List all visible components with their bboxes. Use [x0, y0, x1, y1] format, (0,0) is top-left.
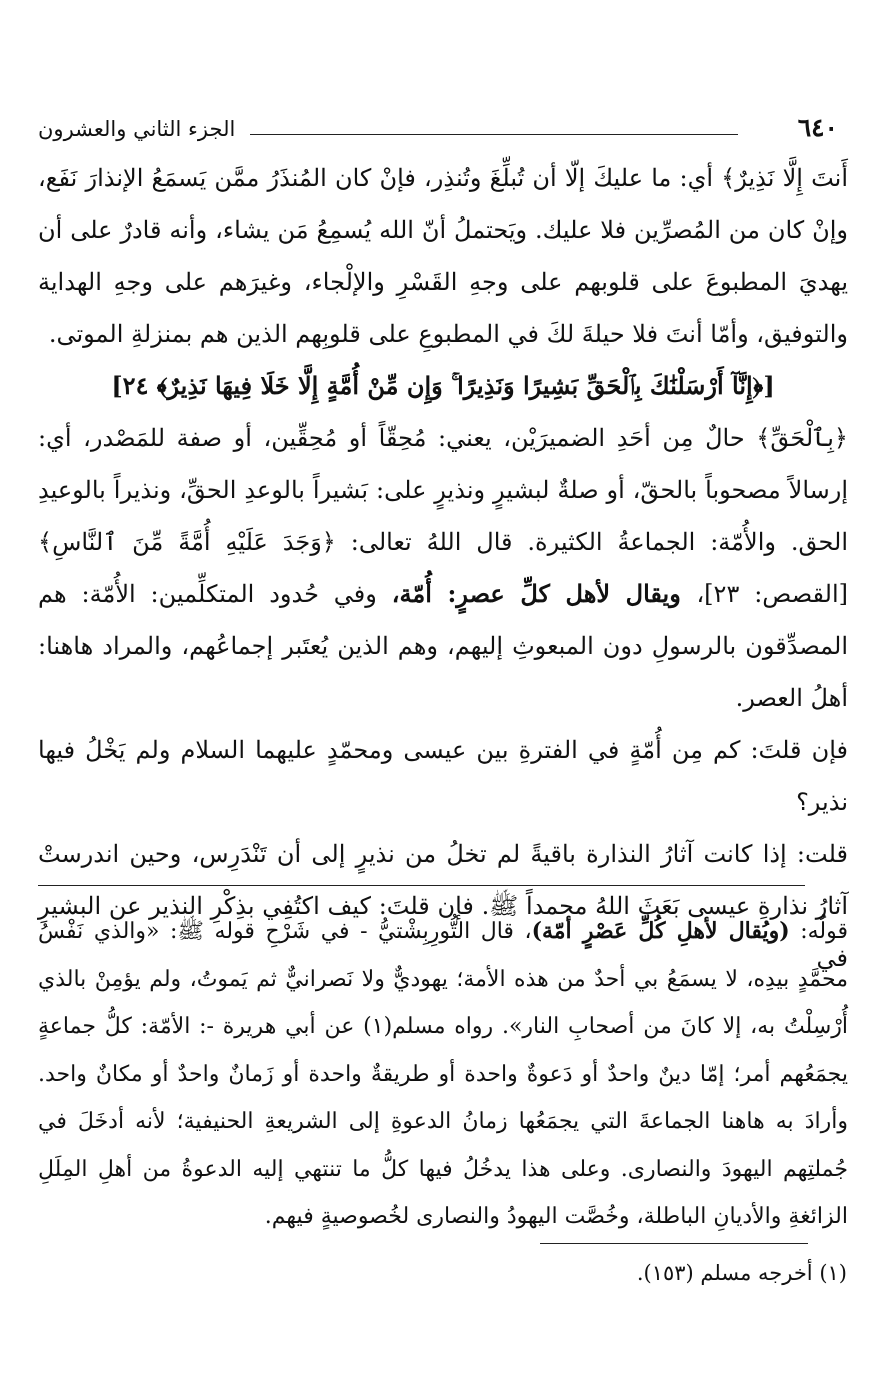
- main-text: [38, 152, 848, 984]
- page-header: [38, 112, 838, 146]
- commentary-text: ، قال التُّورِبِشْتيُّ - في شَرْحِ قوله ﷺ: «والذي نَفْسُ محمَّدٍ بيدِه، لا يسمَعُ بي أحدٌ من هذه الأمة؛ يهوديٌّ ولا نَصرانيٌّ ثم يَموتُ، ولم يؤمِنْ بالذي أُرْسِلْتُ به، إلا كانَ من أصحابِ النار». رواه مسلم(١) عن أبي هريرة -: الأمّة: كلُّ جماعةٍ يجمَعُهم أمر؛ إمّا دينٌ واحدٌ أو دَعوةٌ واحدة أو طريقةٌ واحدة أو زَمانٌ واحدٌ أو مكانٌ واحد. وأرادَ به هاهنا الجماعةَ التي يجمَعُها زمانُ الدعوةِ إلى الشريعةِ الحنيفية؛ لأنه أدخَلَ في جُملتِهم اليهودَ والنصارى. وعلى هذا يدخُلُ فيها كلُّ ما تنتهي إليه الدعوةُ من أهلِ المِلَلِ الزائغةِ والأديانِ الباطلة، وخُصَّت اليهودُ والنصارى لخُصوصيةٍ فيهم.: [38, 919, 848, 1229]
- paragraph-2-bold: ويقال لأهل كلِّ عصرٍ: أُمّة،: [391, 579, 697, 608]
- header-rule: [250, 134, 738, 135]
- commentary-separator: [38, 885, 805, 886]
- commentary-bold-phrase: (ويُقال لأهلِ كُلِّ عَصْرٍ أمّة): [531, 918, 790, 944]
- page-number: ٦٤٠: [797, 113, 838, 142]
- footnote: (١) أخرجه مسلم (١٥٣).: [636, 1261, 847, 1285]
- tafsir-paragraph-4: قلت: إذا كانت آثارُ النذارة باقيةً لم تخلُ من نذيرٍ إلى أن تَنْدَرِس، وحين اندرستْ آثارُ نذارةِ عيسى بَعَثَ اللهُ محمداً ﷺ. فإن قلتَ: كيف اكتُفِي بذِكْرِ النذير عن البشيرِ في: [38, 840, 848, 972]
- commentary-section: [38, 908, 848, 1241]
- running-title: الجزء الثاني والعشرون: [38, 117, 236, 141]
- paragraph-2-rest: وفي حُدود المتكلِّمين: الأُمّة: هم المصدِّقون بالرسولِ دون المبعوثِ إليهم، وهم الذين يُعتَبر إجماعُهم، والمراد هاهنا: أهلُ العصر.: [38, 580, 848, 712]
- paragraph-2-text: ﴿بِٱلْحَقِّ﴾ حالٌ مِن أحَدِ الضميرَيْن، يعني: مُحِقّاً أو مُحِقِّين، أو صفة للمَصْدر، أي: إرسالاً مصحوباً بالحقّ، أو صلةٌ لبشيرٍ ونذيرٍ على: بَشيراً بالوعدِ الحقِّ، ونذيراً بالوعيدِ الحق. والأُمّة: الجماعةُ الكثيرة. قال اللهُ تعالى: ﴿وَجَدَ عَلَيْهِ أُمَّةً مِّنَ ٱلنَّاسِ﴾ [القصص: ٢٣]،: [38, 424, 848, 608]
- commentary-intro: قولُه:: [789, 919, 849, 944]
- verse-heading: [﴿إِنَّآ أَرْسَلْنَٰكَ بِٱلْحَقِّ بَشِيرًا وَنَذِيرًا ۚ وَإِن مِّنْ أُمَّةٍ إِلَّا خَلَا فِيهَا نَذِيرٌ﴾ ٢٤]: [111, 371, 775, 400]
- tafsir-paragraph-3: فإن قلتَ: كم مِن أُمّةٍ في الفترةِ بين عيسى ومحمّدٍ عليهما السلام ولم يَخْلُ فيها نذير؟: [38, 736, 848, 816]
- footnote-separator: [540, 1243, 808, 1244]
- tafsir-paragraph-1: أَنتَ إِلَّا نَذِيرٌ﴾ أي: ما عليكَ إلّا أن تُبلِّغَ وتُنذِر، فإنْ كان المُنذَرُ ممَّن يَسمَعُ الإنذارَ نَفَع، وإنْ كان من المُصرِّين فلا عليك. ويَحتملُ أنّ الله يُسمِعُ مَن يشاء، وأنه قادرٌ على أن يهديَ المطبوعَ على قلوبهم على وجهِ القَسْرِ والإلْجاء، وغيرَهم على وجهِ الهداية والتوفيق، وأمّا أنتَ فلا حيلةَ لكَ في المطبوعِ على قلوبِهم الذين هم بمنزلةِ الموتى.: [38, 164, 848, 348]
- tafsir-paragraph-2: [38, 412, 848, 724]
- commentary-paragraph: [38, 908, 848, 1241]
